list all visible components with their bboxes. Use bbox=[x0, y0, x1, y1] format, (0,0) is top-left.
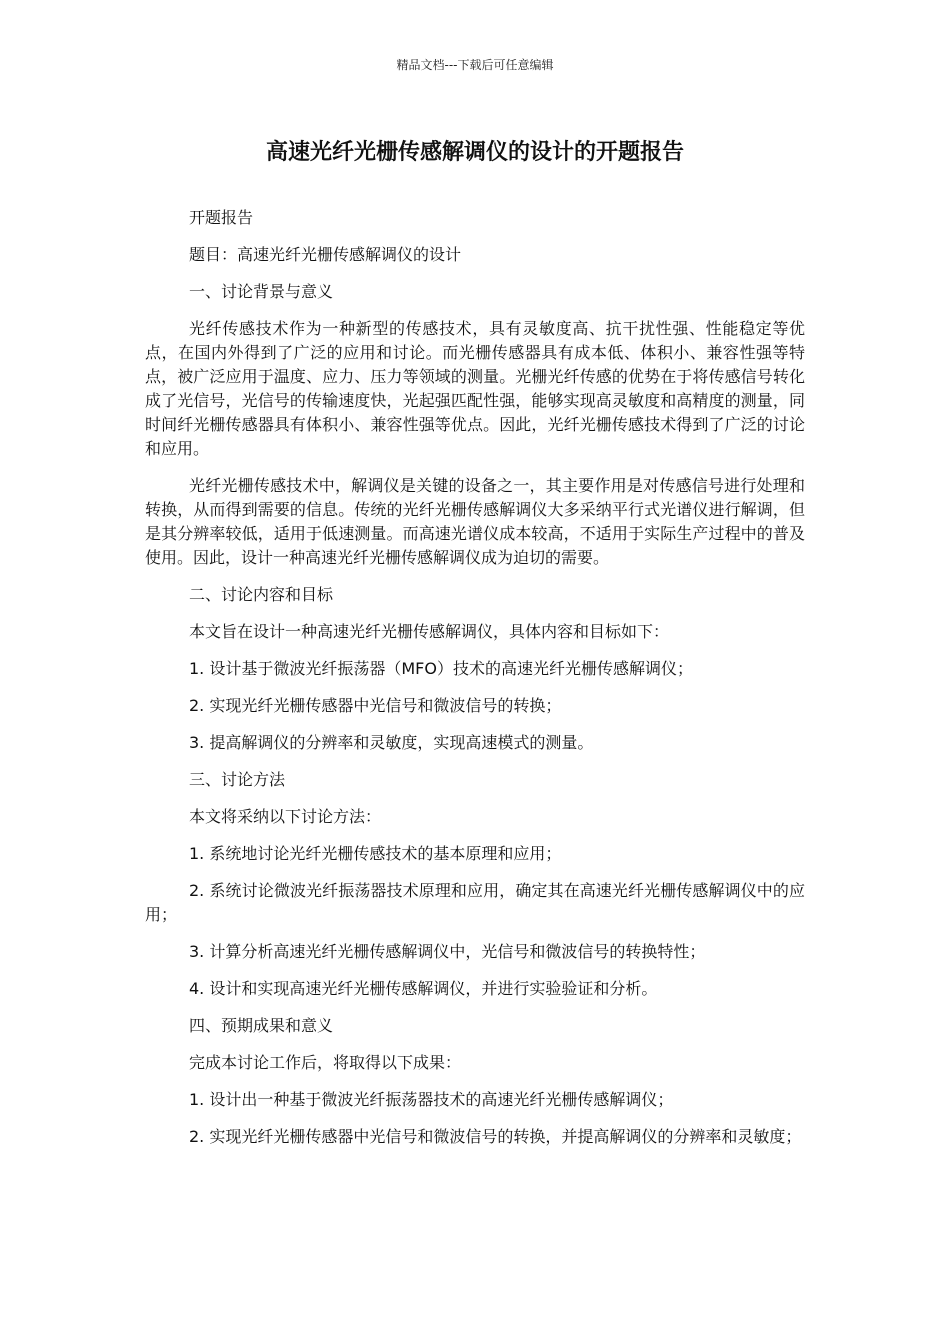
list-item-method-4: 4. 设计和实现高速光纤光栅传感解调仪，并进行实验验证和分析。 bbox=[189, 979, 658, 998]
list-item-method-1: 1. 系统地讨论光纤光栅传感技术的基本原理和应用； bbox=[189, 844, 562, 863]
list-item-goal-3: 3. 提高解调仪的分辨率和灵敏度，实现高速模式的测量。 bbox=[189, 733, 594, 752]
section-heading-background: 一、讨论背景与意义 bbox=[189, 282, 334, 301]
section-heading-content-goals: 二、讨论内容和目标 bbox=[189, 585, 334, 604]
list-item-goal-2: 2. 实现光纤光栅传感器中光信号和微波信号的转换； bbox=[189, 696, 562, 715]
list-item-method-3: 3. 计算分析高速光纤光栅传感解调仪中，光信号和微波信号的转换特性； bbox=[189, 942, 706, 961]
paragraph-content-intro: 本文旨在设计一种高速光纤光栅传感解调仪，具体内容和目标如下： bbox=[189, 622, 670, 641]
list-item-method-2: 2. 系统讨论微波光纤振荡器技术原理和应用，确定其在高速光纤光栅传感解调仪中的应用； bbox=[145, 881, 805, 924]
paragraph-background-1: 光纤传感技术作为一种新型的传感技术，具有灵敏度高、抗干扰性强、性能稳定等优点，在国内外得到了广泛的应用和讨论。而光栅传感器具有成本低、体积小、兼容性强等特点，被广泛应用于温度、应力、压力等领域的测量。光栅光纤传感的优势在于将传感信号转化成了光信号，光信号的传输速度快，光起强匹配性强，能够实现高灵敏度和高精度的测量，同时间纤光栅传感器具有体积小、兼容性强等优点。因此，光纤光栅传感技术得到了广泛的讨论和应用。 bbox=[145, 319, 805, 458]
list-item-outcome-2: 2. 实现光纤光栅传感器中光信号和微波信号的转换，并提高解调仪的分辨率和灵敏度； bbox=[189, 1127, 802, 1146]
document-title: 高速光纤光栅传感解调仪的设计的开题报告 bbox=[265, 140, 684, 165]
paragraph-methods-intro: 本文将采纳以下讨论方法： bbox=[189, 807, 382, 826]
section-heading-outcomes: 四、预期成果和意义 bbox=[189, 1016, 334, 1035]
list-item-goal-1: 1. 设计基于微波光纤振荡器（MFO）技术的高速光纤光栅传感解调仪； bbox=[189, 659, 693, 678]
list-item-outcome-1: 1. 设计出一种基于微波光纤振荡器技术的高速光纤光栅传感解调仪； bbox=[189, 1090, 674, 1109]
paragraph-background-2: 光纤光栅传感技术中，解调仪是关键的设备之一，其主要作用是对传感信号进行处理和转换，从而得到需要的信息。传统的光纤光栅传感解调仪大多采纳平行式光谱仪进行解调，但是其分辨率较低，适用于低速测量。而高速光谱仪成本较高，不适用于实际生产过程中的普及使用。因此，设计一种高速光纤光栅传感解调仪成为迫切的需要。 bbox=[145, 476, 805, 567]
paragraph-outcomes-intro: 完成本讨论工作后，将取得以下成果： bbox=[189, 1053, 462, 1072]
paragraph-report-label: 开题报告 bbox=[189, 208, 254, 227]
paragraph-topic: 题目：高速光纤光栅传感解调仪的设计 bbox=[189, 245, 462, 264]
page-header: 精品文档---下载后可任意编辑 bbox=[396, 58, 554, 72]
section-heading-methods: 三、讨论方法 bbox=[189, 770, 286, 789]
document-body bbox=[145, 206, 805, 1162]
